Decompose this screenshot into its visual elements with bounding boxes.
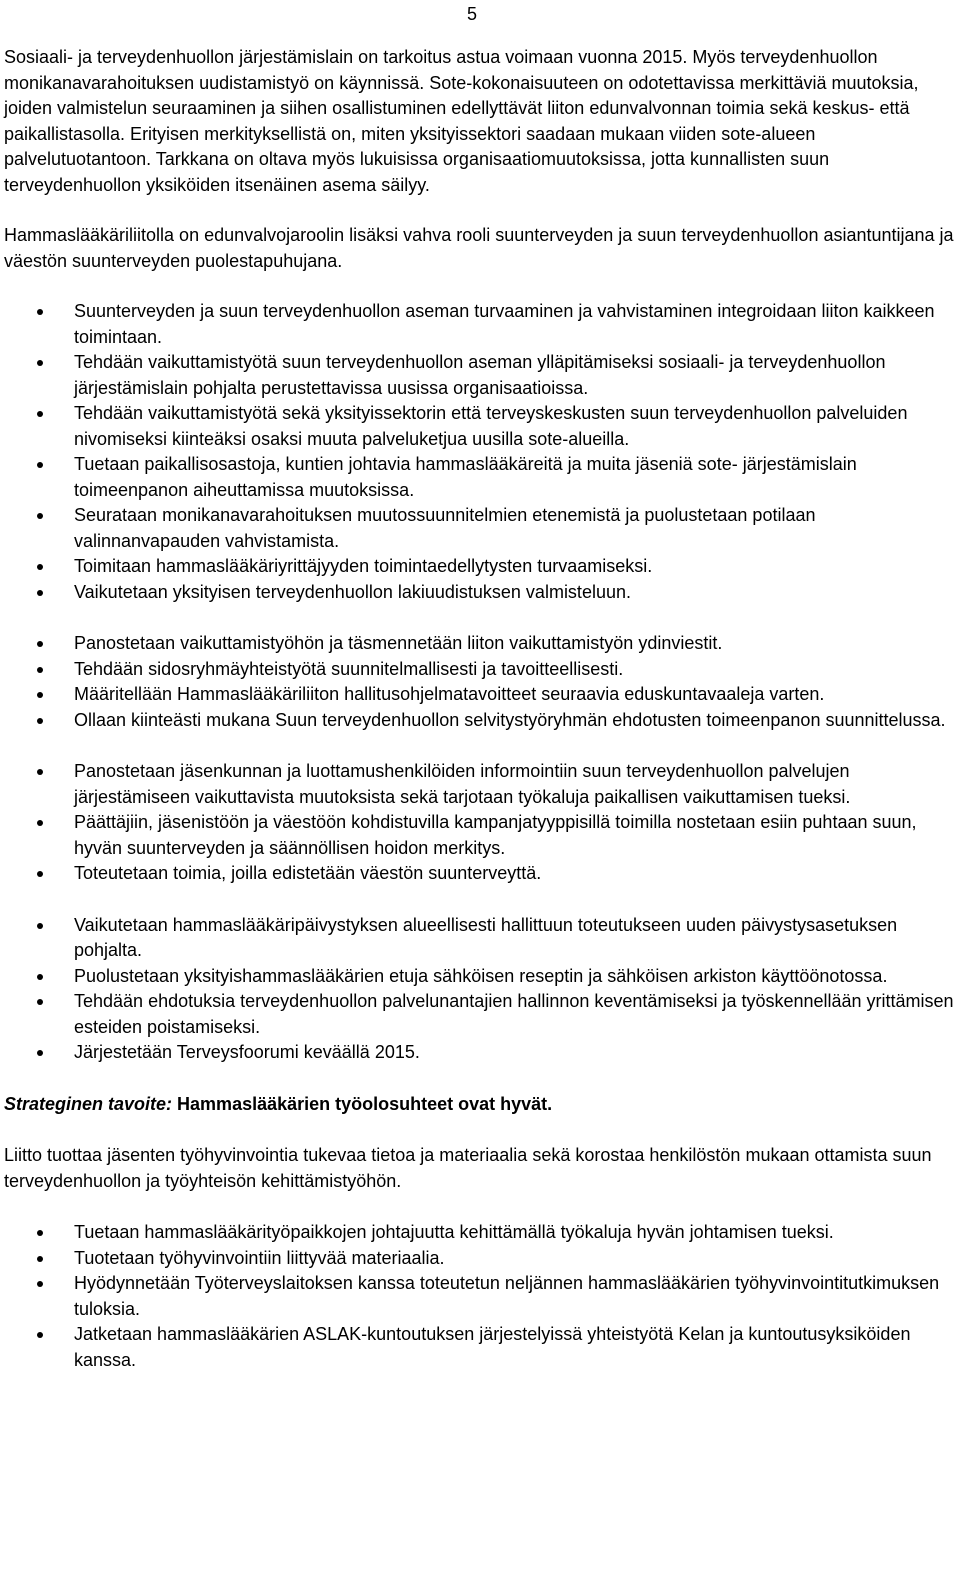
list-item: Jatketaan hammaslääkärien ASLAK-kuntoutuksen järjestelyissä yhteistyötä Kelan ja kuntoutusyksiköiden kanssa. (4, 1322, 954, 1373)
bullet-list-private-sector (4, 913, 954, 1066)
paragraph-sote-reform: Sosiaali- ja terveydenhuollon järjestämislain on tarkoitus astua voimaan vuonna 2015. Myös terveydenhuollon monikanavarahoituksen uudistamistyö on käynnissä. Sote-kokonaisuuteen on odotettavissa merkittäviä muutoksia, joiden valmistelun seuraaminen ja siihen osallistuminen edellyttävät liiton edunvalvonnan toimia sekä keskus- että paikallistasolla. Erityisen merkityksellistä on, miten yksityissektori saadaan mukaan viiden sote-alueen palvelutuotantoon. Tarkkana on oltava myös lukuisissa organisaatiomuutoksissa, jotta kunnallisten suun terveydenhuollon yksiköiden itsenäinen asema säilyy. (4, 47, 919, 195)
page-number: 5 (467, 4, 478, 24)
list-item: Järjestetään Terveysfoorumi keväällä 2015. (4, 1040, 954, 1066)
strategic-goal-text: Hammaslääkärien työolosuhteet ovat hyvät. (177, 1093, 553, 1114)
bullet-list-advocacy (4, 631, 954, 733)
list-item: Tehdään sidosryhmäyhteistyötä suunnitelmallisesti ja tavoitteellisesti. (4, 657, 954, 683)
list-item: Tuotetaan työhyvinvointiin liittyvää materiaalia. (4, 1246, 954, 1272)
list-item: Määritellään Hammaslääkäriliiton hallitusohjelmatavoitteet seuraavia eduskuntavaaleja varten. (4, 682, 954, 708)
list-item: Tehdään vaikuttamistyötä suun terveydenhuollon aseman ylläpitämiseksi sosiaali- ja terveydenhuollon järjestämislain pohjalta perustettavissa uusissa organisaatioissa. (4, 350, 954, 401)
strategic-goal-label: Strateginen tavoite: (4, 1093, 173, 1114)
list-item: Päättäjiin, jäsenistöön ja väestöön kohdistuvilla kampanjatyyppisillä toimilla nostetaan esiin puhtaan suun, hyvän suunterveyden ja säännöllisen hoidon merkitys. (4, 810, 954, 861)
list-item: Toteutetaan toimia, joilla edistetään väestön suunterveyttä. (4, 861, 954, 887)
list-item: Panostetaan jäsenkunnan ja luottamushenkilöiden informointiin suun terveydenhuollon palvelujen järjestämiseen vaikuttavista muutoksista sekä tarjotaan työkaluja paikallisen vaikuttamisen tueksi. (4, 759, 954, 810)
list-item: Vaikutetaan yksityisen terveydenhuollon lakiuudistuksen valmisteluun. (4, 580, 954, 606)
bullet-list-wellbeing (4, 1220, 954, 1373)
list-item: Tehdään ehdotuksia terveydenhuollon palvelunantajien hallinnon keventämiseksi ja työskennellään yrittämisen esteiden poistamiseksi. (4, 989, 954, 1040)
list-item: Seurataan monikanavarahoituksen muutossuunnitelmien etenemistä ja puolustetaan potilaan valinnanvapauden vahvistamista. (4, 503, 954, 554)
paragraph-wellbeing: Liitto tuottaa jäsenten työhyvinvointia tukevaa tietoa ja materiaalia sekä korostaa henkilöstön mukaan ottamista suun terveydenhuollon ja työyhteisön kehittämistyöhön. (4, 1145, 932, 1191)
list-item: Puolustetaan yksityishammaslääkärien etuja sähköisen reseptin ja sähköisen arkiston käyttöönotossa. (4, 964, 954, 990)
paragraph-role: Hammaslääkäriliitolla on edunvalvojaroolin lisäksi vahva rooli suunterveyden ja suun terveydenhuollon asiantuntijana ja väestön suunterveyden puolestapuhujana. (4, 225, 954, 271)
document-body (4, 45, 954, 1373)
strategic-goal (4, 1092, 954, 1118)
list-item: Vaikutetaan hammaslääkäripäivystyksen alueellisesti hallittuun toteutukseen uuden päivystysasetuksen pohjalta. (4, 913, 954, 964)
list-item: Tehdään vaikuttamistyötä sekä yksityissektorin että terveyskeskusten suun terveydenhuollon palveluiden nivomiseksi kiinteäksi osaksi muuta palveluketjua uusilla sote-alueilla. (4, 401, 954, 452)
list-item: Panostetaan vaikuttamistyöhön ja täsmennetään liiton vaikuttamistyön ydinviestit. (4, 631, 954, 657)
bullet-list-sote (4, 299, 954, 605)
list-item: Hyödynnetään Työterveyslaitoksen kanssa toteutetun neljännen hammaslääkärien työhyvinvointitutkimuksen tuloksia. (4, 1271, 954, 1322)
list-item: Tuetaan hammaslääkärityöpaikkojen johtajuutta kehittämällä työkaluja hyvän johtamisen tueksi. (4, 1220, 954, 1246)
list-item: Suunterveyden ja suun terveydenhuollon aseman turvaaminen ja vahvistaminen integroidaan liiton kaikkeen toimintaan. (4, 299, 954, 350)
list-item: Tuetaan paikallisosastoja, kuntien johtavia hammaslääkäreitä ja muita jäseniä sote- järjestämislain toimeenpanon aiheuttamissa muutoksissa. (4, 452, 954, 503)
bullet-list-communication (4, 759, 954, 887)
list-item: Toimitaan hammaslääkäriyrittäjyyden toimintaedellytysten turvaamiseksi. (4, 554, 954, 580)
list-item: Ollaan kiinteästi mukana Suun terveydenhuollon selvitystyöryhmän ehdotusten toimeenpanon suunnittelussa. (4, 708, 954, 734)
